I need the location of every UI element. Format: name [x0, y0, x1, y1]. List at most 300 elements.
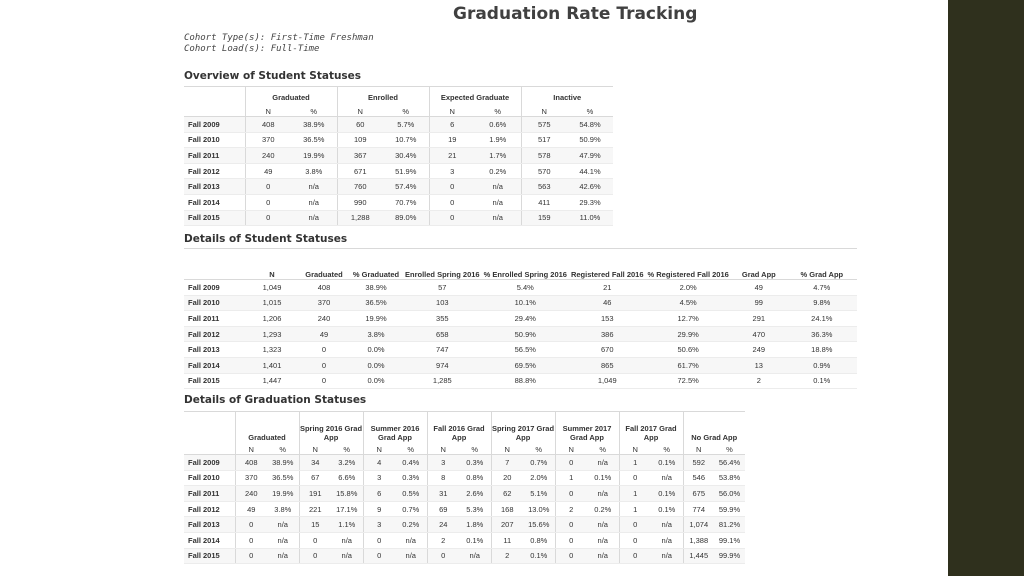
table-cell: 2 [555, 501, 587, 517]
table-cell: n/a [475, 179, 521, 195]
table-cell: n/a [475, 194, 521, 210]
table-cell: 670 [569, 342, 646, 358]
header-corner [184, 87, 245, 103]
table-cell: 51.9% [383, 163, 429, 179]
table-cell: 6.6% [331, 470, 363, 486]
table-cell: 29.3% [567, 194, 613, 210]
table-cell: 1,285 [403, 373, 482, 389]
table-cell: 0 [427, 548, 459, 564]
table-cell: n/a [331, 548, 363, 564]
table-cell: 1,401 [245, 357, 299, 373]
table-cell: 99 [731, 295, 787, 311]
table-cell: 57 [403, 280, 482, 296]
cohort-type-line: Cohort Type(s): First-Time Freshman [184, 33, 374, 43]
table-row [184, 342, 857, 358]
table-cell: 31 [427, 486, 459, 502]
table-cell: n/a [291, 179, 337, 195]
table-cell: 470 [731, 326, 787, 342]
table-cell: 0 [555, 486, 587, 502]
table-cell: 386 [569, 326, 646, 342]
table-row [184, 132, 613, 148]
table-row [184, 179, 613, 195]
table-cell: n/a [395, 548, 427, 564]
table-cell: 62 [491, 486, 523, 502]
table-cell: 11.0% [567, 210, 613, 226]
row-label: Fall 2011 [184, 148, 245, 164]
table-cell: 53.8% [714, 470, 745, 486]
table-cell: 34 [299, 455, 331, 471]
table-cell: 49 [245, 163, 291, 179]
table-cell: 2 [427, 532, 459, 548]
overview-table [184, 86, 613, 226]
table-cell: 0 [363, 548, 395, 564]
details-section-title: Details of Student Statuses [184, 233, 348, 245]
row-label: Fall 2014 [184, 357, 245, 373]
table-cell: 291 [731, 311, 787, 327]
table-cell: 50.9% [482, 326, 569, 342]
table-cell: 0 [619, 548, 651, 564]
table-row [184, 311, 857, 327]
column-group-header: Enrolled [337, 87, 429, 103]
table-cell: 1 [619, 486, 651, 502]
row-label: Fall 2011 [184, 486, 235, 502]
table-cell: 4.5% [646, 295, 731, 311]
row-label: Fall 2009 [184, 280, 245, 296]
table-cell: 578 [521, 148, 567, 164]
table-cell: 19.9% [291, 148, 337, 164]
table-cell: 575 [521, 117, 567, 133]
table-cell: 408 [245, 117, 291, 133]
row-label: Fall 2014 [184, 194, 245, 210]
table-cell: 411 [521, 194, 567, 210]
table-cell: 1.1% [331, 517, 363, 533]
table-cell: 36.5% [349, 295, 403, 311]
column-group-header: Expected Graduate [429, 87, 521, 103]
table-cell: 0.5% [395, 486, 427, 502]
column-subheader: % [714, 442, 745, 455]
table-cell: 0.2% [587, 501, 619, 517]
table-cell: 46 [569, 295, 646, 311]
table-cell: n/a [651, 517, 683, 533]
column-subheader: % [567, 102, 613, 117]
table-cell: n/a [267, 548, 299, 564]
row-label: Fall 2009 [184, 455, 235, 471]
table-cell: 3.2% [331, 455, 363, 471]
table-cell: 38.9% [267, 455, 299, 471]
column-group-header: No Grad App [683, 412, 745, 443]
table-cell: 2.6% [459, 486, 491, 502]
table-cell: 3.8% [349, 326, 403, 342]
table-cell: 0 [555, 455, 587, 471]
table-cell: 0.1% [459, 532, 491, 548]
column-subheader: % [291, 102, 337, 117]
table-cell: 12.7% [646, 311, 731, 327]
table-cell: 2 [491, 548, 523, 564]
table-cell: 1,293 [245, 326, 299, 342]
header-corner [184, 249, 245, 280]
table-row [184, 517, 745, 533]
table-cell: 19 [429, 132, 475, 148]
table-cell: 1.7% [475, 148, 521, 164]
header-corner [184, 442, 235, 455]
table-cell: 2.0% [646, 280, 731, 296]
table-cell: 1,049 [245, 280, 299, 296]
table-cell: 56.5% [482, 342, 569, 358]
column-header: Graduated [299, 249, 349, 280]
table-cell: 5.7% [383, 117, 429, 133]
table-cell: 29.4% [482, 311, 569, 327]
table-row [184, 194, 613, 210]
table-cell: 72.5% [646, 373, 731, 389]
table-cell: 21 [569, 280, 646, 296]
column-header: % Enrolled Spring 2016 [482, 249, 569, 280]
table-cell: 36.3% [787, 326, 857, 342]
table-cell: 408 [235, 455, 267, 471]
table-cell: 36.5% [291, 132, 337, 148]
column-subheader: % [395, 442, 427, 455]
table-cell: 747 [403, 342, 482, 358]
table-cell: 3 [363, 470, 395, 486]
table-cell: 0.4% [395, 455, 427, 471]
table-cell: 0 [235, 532, 267, 548]
table-cell: 658 [403, 326, 482, 342]
table-cell: 0 [363, 532, 395, 548]
column-header: % Grad App [787, 249, 857, 280]
table-cell: 249 [731, 342, 787, 358]
table-row [184, 210, 613, 226]
column-group-header: Summer 2017 Grad App [555, 412, 619, 443]
table-cell: 1 [619, 501, 651, 517]
table-cell: 1,049 [569, 373, 646, 389]
table-cell: 103 [403, 295, 482, 311]
column-subheader: N [337, 102, 383, 117]
column-subheader: N [619, 442, 651, 455]
table-cell: 240 [245, 148, 291, 164]
table-cell: 0.1% [651, 455, 683, 471]
table-cell: 367 [337, 148, 383, 164]
column-group-header: Fall 2016 Grad App [427, 412, 491, 443]
table-cell: n/a [587, 455, 619, 471]
graduation-table [184, 411, 745, 564]
table-cell: 1,388 [683, 532, 714, 548]
row-label: Fall 2011 [184, 311, 245, 327]
table-cell: 0.2% [395, 517, 427, 533]
table-cell: 88.8% [482, 373, 569, 389]
table-cell: 1 [619, 455, 651, 471]
table-cell: n/a [651, 548, 683, 564]
table-cell: 36.5% [267, 470, 299, 486]
table-cell: 6 [429, 117, 475, 133]
row-label: Fall 2010 [184, 470, 235, 486]
table-cell: 38.9% [291, 117, 337, 133]
table-cell: 0 [429, 210, 475, 226]
table-cell: 0.1% [787, 373, 857, 389]
table-cell: n/a [459, 548, 491, 564]
table-row [184, 373, 857, 389]
table-cell: 3.8% [291, 163, 337, 179]
table-cell: 0.1% [523, 548, 555, 564]
column-subheader: % [475, 102, 521, 117]
row-label: Fall 2015 [184, 548, 235, 564]
table-cell: 13 [731, 357, 787, 373]
table-cell: 370 [245, 132, 291, 148]
table-cell: 0.1% [651, 501, 683, 517]
row-label: Fall 2015 [184, 210, 245, 226]
table-cell: 207 [491, 517, 523, 533]
table-cell: 592 [683, 455, 714, 471]
table-cell: 0 [619, 470, 651, 486]
column-header: N [245, 249, 299, 280]
table-cell: 0 [619, 532, 651, 548]
table-cell: 10.7% [383, 132, 429, 148]
table-cell: 0 [299, 532, 331, 548]
table-row [184, 295, 857, 311]
table-cell: 0 [245, 179, 291, 195]
column-subheader: N [683, 442, 714, 455]
table-cell: 0 [555, 532, 587, 548]
table-cell: 109 [337, 132, 383, 148]
table-cell: 0.2% [475, 163, 521, 179]
table-cell: 4.7% [787, 280, 857, 296]
table-cell: 675 [683, 486, 714, 502]
table-row [184, 148, 613, 164]
table-cell: 760 [337, 179, 383, 195]
table-cell: 50.9% [567, 132, 613, 148]
column-subheader: % [267, 442, 299, 455]
row-label: Fall 2009 [184, 117, 245, 133]
table-cell: 29.9% [646, 326, 731, 342]
column-group-header: Fall 2017 Grad App [619, 412, 683, 443]
table-cell: 21 [429, 148, 475, 164]
table-cell: 355 [403, 311, 482, 327]
table-cell: 2.0% [523, 470, 555, 486]
table-cell: 56.0% [714, 486, 745, 502]
table-cell: 408 [299, 280, 349, 296]
table-cell: 1 [555, 470, 587, 486]
table-cell: 1,445 [683, 548, 714, 564]
table-cell: 0.6% [475, 117, 521, 133]
table-cell: 0 [299, 548, 331, 564]
row-label: Fall 2013 [184, 179, 245, 195]
table-cell: 0 [555, 517, 587, 533]
table-cell: 3 [363, 517, 395, 533]
table-cell: 1,323 [245, 342, 299, 358]
table-row [184, 357, 857, 373]
column-subheader: % [383, 102, 429, 117]
table-cell: n/a [267, 532, 299, 548]
table-cell: 168 [491, 501, 523, 517]
column-subheader: % [459, 442, 491, 455]
column-group-header: Spring 2017 Grad App [491, 412, 555, 443]
table-cell: 0 [235, 517, 267, 533]
column-subheader: N [521, 102, 567, 117]
table-cell: 0.3% [395, 470, 427, 486]
table-cell: n/a [331, 532, 363, 548]
table-cell: 81.2% [714, 517, 745, 533]
table-cell: 0.9% [787, 357, 857, 373]
row-label: Fall 2013 [184, 517, 235, 533]
row-label: Fall 2012 [184, 163, 245, 179]
table-row [184, 326, 857, 342]
row-label: Fall 2012 [184, 501, 235, 517]
table-cell: 0 [245, 194, 291, 210]
column-subheader: N [429, 102, 475, 117]
cohort-info [184, 33, 374, 55]
table-cell: 2 [731, 373, 787, 389]
table-cell: 42.6% [567, 179, 613, 195]
table-cell: 15.8% [331, 486, 363, 502]
table-cell: 99.9% [714, 548, 745, 564]
table-cell: 19.9% [267, 486, 299, 502]
table-row [184, 532, 745, 548]
column-subheader: % [651, 442, 683, 455]
column-header: Registered Fall 2016 [569, 249, 646, 280]
table-cell: 865 [569, 357, 646, 373]
table-cell: 0.0% [349, 342, 403, 358]
column-subheader: % [523, 442, 555, 455]
table-cell: 17.1% [331, 501, 363, 517]
table-cell: n/a [587, 517, 619, 533]
table-cell: 49 [731, 280, 787, 296]
table-cell: 0 [235, 548, 267, 564]
table-cell: n/a [475, 210, 521, 226]
table-cell: 4 [363, 455, 395, 471]
table-cell: 54.8% [567, 117, 613, 133]
table-cell: 0 [245, 210, 291, 226]
table-cell: 1,015 [245, 295, 299, 311]
column-subheader: N [299, 442, 331, 455]
table-cell: 3 [429, 163, 475, 179]
table-cell: n/a [291, 210, 337, 226]
sidebar-decoration [948, 0, 1024, 576]
table-cell: 99.1% [714, 532, 745, 548]
table-cell: 44.1% [567, 163, 613, 179]
table-cell: 0.0% [349, 357, 403, 373]
table-cell: 70.7% [383, 194, 429, 210]
table-cell: n/a [587, 486, 619, 502]
table-cell: n/a [267, 517, 299, 533]
table-cell: 0.1% [587, 470, 619, 486]
table-cell: 570 [521, 163, 567, 179]
overview-section-title: Overview of Student Statuses [184, 70, 362, 82]
table-cell: n/a [587, 532, 619, 548]
table-row [184, 486, 745, 502]
table-cell: 60 [337, 117, 383, 133]
table-cell: 370 [299, 295, 349, 311]
details-table [184, 248, 857, 389]
table-cell: 0.3% [459, 455, 491, 471]
column-header: Enrolled Spring 2016 [403, 249, 482, 280]
table-cell: 0.0% [349, 373, 403, 389]
table-cell: 0 [299, 342, 349, 358]
header-corner [184, 102, 245, 117]
table-cell: 30.4% [383, 148, 429, 164]
table-cell: n/a [587, 548, 619, 564]
table-cell: 0.7% [523, 455, 555, 471]
table-cell: 974 [403, 357, 482, 373]
column-group-header: Summer 2016 Grad App [363, 412, 427, 443]
table-cell: 370 [235, 470, 267, 486]
table-cell: 0 [299, 357, 349, 373]
table-cell: 19.9% [349, 311, 403, 327]
table-cell: 61.7% [646, 357, 731, 373]
table-row [184, 501, 745, 517]
table-cell: 57.4% [383, 179, 429, 195]
column-subheader: N [235, 442, 267, 455]
row-label: Fall 2012 [184, 326, 245, 342]
table-cell: 67 [299, 470, 331, 486]
table-cell: 59.9% [714, 501, 745, 517]
table-cell: 774 [683, 501, 714, 517]
table-cell: 13.0% [523, 501, 555, 517]
table-cell: 38.9% [349, 280, 403, 296]
row-label: Fall 2010 [184, 132, 245, 148]
table-cell: 69.5% [482, 357, 569, 373]
table-cell: 0 [619, 517, 651, 533]
table-cell: 1,288 [337, 210, 383, 226]
column-group-header: Graduated [235, 412, 299, 443]
table-cell: 3 [427, 455, 459, 471]
table-row [184, 280, 857, 296]
table-cell: 3.8% [267, 501, 299, 517]
table-cell: 18.8% [787, 342, 857, 358]
table-cell: n/a [651, 532, 683, 548]
table-cell: 0.1% [651, 486, 683, 502]
table-cell: n/a [395, 532, 427, 548]
column-subheader: N [245, 102, 291, 117]
table-cell: 47.9% [567, 148, 613, 164]
table-cell: n/a [651, 470, 683, 486]
table-cell: 49 [235, 501, 267, 517]
table-cell: 0 [299, 373, 349, 389]
table-cell: 49 [299, 326, 349, 342]
table-cell: 8 [427, 470, 459, 486]
table-row [184, 470, 745, 486]
table-cell: 15 [299, 517, 331, 533]
column-header: % Registered Fall 2016 [646, 249, 731, 280]
table-cell: 0 [429, 179, 475, 195]
table-cell: 546 [683, 470, 714, 486]
table-cell: 69 [427, 501, 459, 517]
table-cell: 221 [299, 501, 331, 517]
table-cell: 0 [555, 548, 587, 564]
column-header: Grad App [731, 249, 787, 280]
table-cell: 1,074 [683, 517, 714, 533]
column-subheader: % [331, 442, 363, 455]
table-row [184, 117, 613, 133]
row-label: Fall 2014 [184, 532, 235, 548]
table-cell: n/a [291, 194, 337, 210]
table-cell: 24.1% [787, 311, 857, 327]
table-cell: 20 [491, 470, 523, 486]
table-cell: 6 [363, 486, 395, 502]
table-cell: 7 [491, 455, 523, 471]
table-cell: 0.8% [459, 470, 491, 486]
table-cell: 990 [337, 194, 383, 210]
column-subheader: % [587, 442, 619, 455]
column-group-header: Graduated [245, 87, 337, 103]
table-cell: 517 [521, 132, 567, 148]
table-cell: 56.4% [714, 455, 745, 471]
row-label: Fall 2013 [184, 342, 245, 358]
row-label: Fall 2010 [184, 295, 245, 311]
table-cell: 0.7% [395, 501, 427, 517]
table-row [184, 163, 613, 179]
cohort-load-line: Cohort Load(s): Full-Time [184, 44, 320, 54]
table-cell: 563 [521, 179, 567, 195]
table-cell: 24 [427, 517, 459, 533]
table-row [184, 455, 745, 471]
